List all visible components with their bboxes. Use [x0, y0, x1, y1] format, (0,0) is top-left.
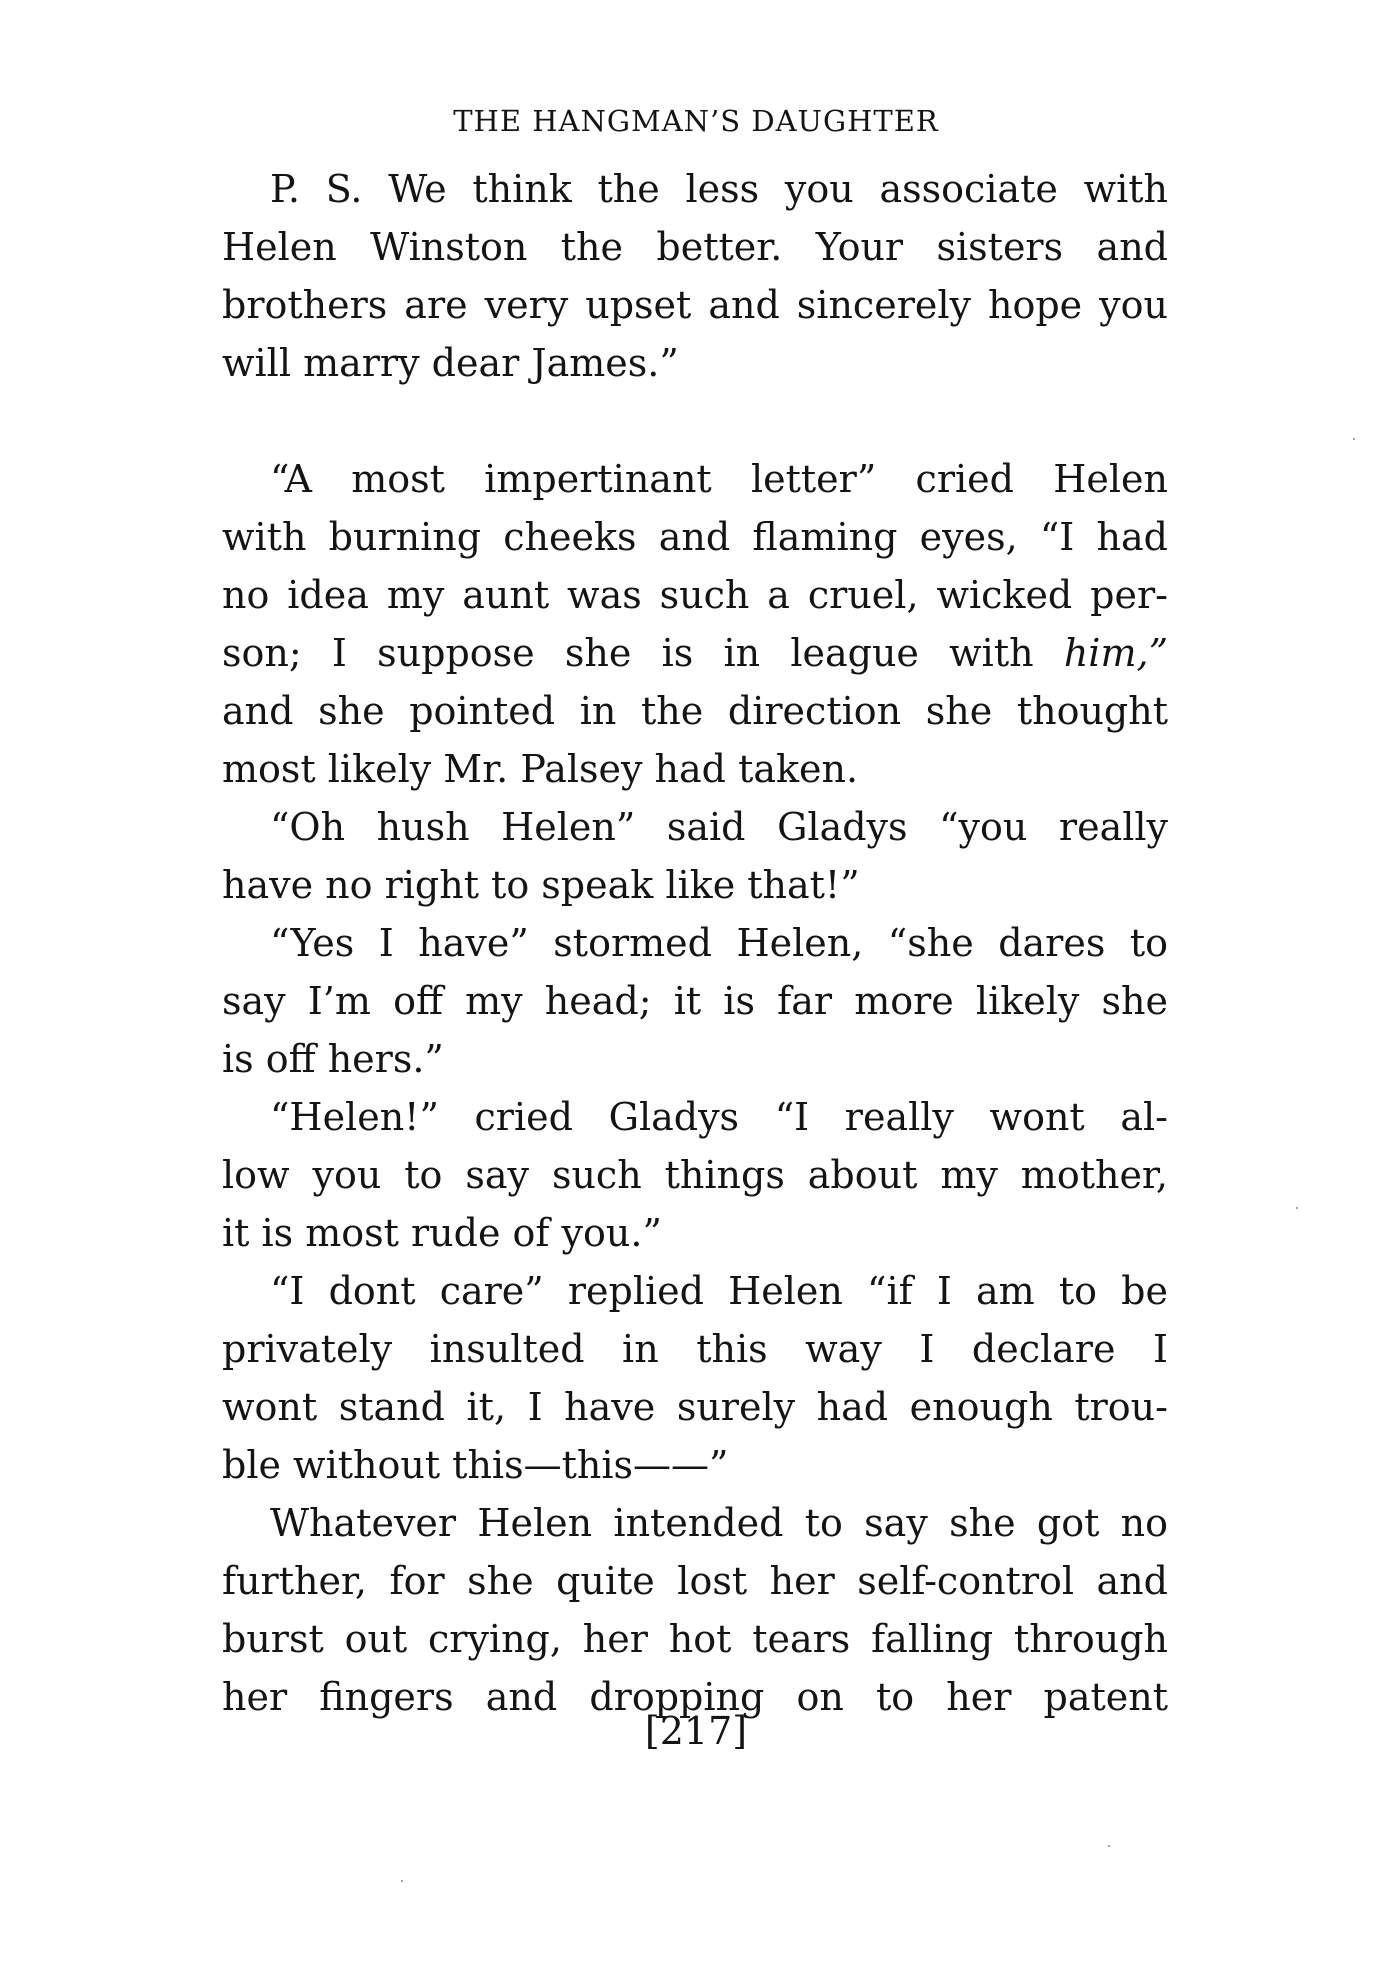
text-line: low you to say such things about my mother, [222, 1153, 1168, 1197]
text-segment: son; I suppose she is in league with [222, 631, 1034, 675]
text-line: “A most impertinant letter” cried Helen [270, 457, 1168, 501]
body-text [222, 160, 1168, 1726]
text-line: “Oh hush Helen” said Gladys “you really [270, 805, 1168, 849]
text-line: “I dont care” replied Helen “if I am to be [270, 1269, 1168, 1313]
text-line-with-italic [222, 624, 1168, 682]
text-line: further, for she quite lost her self-control and [222, 1559, 1168, 1603]
text-line: wont stand it, I have surely had enough trou- [222, 1385, 1168, 1429]
text-line: burst out crying, her hot tears falling through [222, 1617, 1168, 1661]
text-line: will marry dear James.” [222, 341, 679, 385]
text-line: her fingers and dropping on to her patent [222, 1675, 1168, 1719]
print-speck [401, 1880, 403, 1882]
paragraph-gap [222, 392, 1168, 450]
text-line: is off hers.” [222, 1037, 444, 1081]
text-line: privately insulted in this way I declare I [222, 1327, 1168, 1371]
page-number: [217] [644, 1709, 748, 1753]
italic-word: him,” [1063, 631, 1168, 675]
text-line: brothers are very upset and sincerely hope you [222, 283, 1168, 327]
text-line: “Yes I have” stormed Helen, “she dares to [270, 921, 1168, 965]
running-head: THE HANGMAN’S DAUGHTER [453, 104, 939, 138]
print-speck [1296, 1207, 1298, 1209]
text-line: Whatever Helen intended to say she got no [270, 1501, 1168, 1545]
text-line: it is most rude of you.” [222, 1211, 662, 1255]
text-line: Helen Winston the better. Your sisters and [222, 225, 1168, 269]
text-line: most likely Mr. Palsey had taken. [222, 747, 859, 791]
text-line: say I’m off my head; it is far more likely she [222, 979, 1168, 1023]
text-line: no idea my aunt was such a cruel, wicked per- [222, 573, 1168, 617]
text-line: P. S. We think the less you associate with [270, 167, 1168, 211]
text-line: ble without this—this——” [222, 1443, 729, 1487]
text-line: and she pointed in the direction she thought [222, 689, 1168, 733]
print-speck [1108, 1845, 1110, 1847]
text-line: with burning cheeks and flaming eyes, “I had [222, 515, 1168, 559]
text-line: have no right to speak like that!” [222, 863, 860, 907]
print-speck [1353, 438, 1355, 440]
text-line: “Helen!” cried Gladys “I really wont al- [270, 1095, 1168, 1139]
